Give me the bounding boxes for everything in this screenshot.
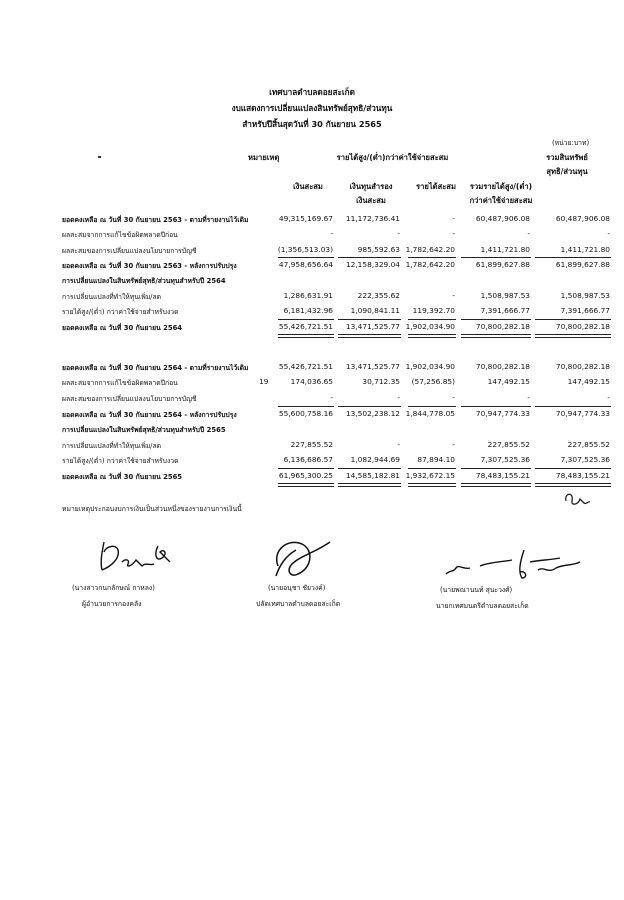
single-rule [461, 319, 531, 320]
single-rule [461, 406, 531, 407]
cell-deferred: 119,392.70 [412, 306, 455, 315]
row-label: การเปลี่ยนแปลงในสินทรัพย์สุทธิ/ส่วนทุนสำหรับปี 2564 [62, 277, 226, 285]
col-reserve-header-l2: เงินสะสม [356, 196, 386, 205]
signature-1 [92, 536, 182, 576]
cell-total: - [607, 229, 610, 238]
cell-accum: 1,286,631.91 [283, 291, 333, 300]
signature-1-title: ผู้อำนวยการกองคลัง [82, 600, 142, 608]
single-rule [461, 257, 531, 258]
cell-subtotal: - [527, 393, 530, 402]
cell-subtotal: 70,800,282.18 [475, 362, 530, 371]
signature-3-title: นายกเทศมนตรีตำบลดอยสะเก็ด [436, 602, 529, 610]
cell-deferred: 1,932,672.15 [405, 471, 455, 480]
single-rule [461, 468, 531, 469]
row-label: ผลสะสมของการเปลี่ยนแปลงนโยบายการบัญชี [62, 247, 197, 255]
cell-total: 70,800,282.18 [555, 322, 610, 331]
cell-reserve: 222,355.62 [357, 291, 400, 300]
row-note: 19 [259, 377, 269, 386]
initials-mark [560, 487, 592, 511]
single-rule [408, 257, 456, 258]
col-accum-group-header: รายได้สูง/(ต่ำ)กว่าค่าใช้จ่ายสะสม [336, 153, 449, 162]
cell-accum: 6,181,432.96 [283, 306, 333, 315]
cell-reserve: 11,172,736.41 [345, 214, 400, 223]
cell-subtotal: 70,947,774.33 [475, 409, 530, 418]
cell-deferred: 1,902,034.90 [405, 362, 455, 371]
row-label: การเปลี่ยนแปลงที่ทำให้ทุนเพิ่ม/ลด [62, 442, 162, 450]
double-rule [408, 334, 456, 338]
col-note-header: หมายเหตุ [248, 153, 280, 162]
signature-2-title: ปลัดเทศบาลตำบลดอยสะเก็ด [256, 600, 341, 608]
cell-subtotal: 227,855.52 [487, 440, 530, 449]
cell-total: 60,487,906.08 [555, 214, 610, 223]
cell-deferred: - [452, 291, 455, 300]
statement-title: งบแสดงการเปลี่ยนแปลงสินทรัพย์สุทธิ/ส่วนทุน [231, 103, 393, 113]
cell-reserve: 30,712.35 [362, 377, 400, 386]
row-label: ยอดคงเหลือ ณ วันที่ 30 กันยายน 2564 - ตามที่รายงานไว้เดิม [62, 364, 249, 372]
cell-accum: 174,036.65 [290, 377, 333, 386]
cell-subtotal: 70,800,282.18 [475, 322, 530, 331]
double-rule [461, 334, 531, 338]
row-label: การเปลี่ยนแปลงที่ทำให้ทุนเพิ่ม/ลด [62, 293, 162, 301]
cell-deferred: - [452, 440, 455, 449]
cell-deferred: - [452, 393, 455, 402]
cell-accum: 227,855.52 [290, 440, 333, 449]
double-rule [535, 334, 611, 338]
cell-reserve: - [397, 440, 400, 449]
signature-3-name: (นายพณานนท์ สุนะวงศ์) [440, 586, 513, 594]
footnote: หมายเหตุประกอบงบการเงินเป็นส่วนหนึ่งของรายงานการเงินนี้ [62, 505, 242, 513]
cell-total: 78,483,155.21 [555, 471, 610, 480]
cell-reserve: 13,502,238.12 [345, 409, 400, 418]
org-name: เทศบาลตำบลดอยสะเก็ด [269, 87, 355, 97]
row-label: ยอดคงเหลือ ณ วันที่ 30 กันยายน 2565 [62, 473, 183, 481]
double-rule [461, 483, 531, 487]
cell-accum: 55,426,721.51 [278, 362, 333, 371]
col-subtotal-header-l2: กว่าค่าใช้จ่ายสะสม [469, 196, 533, 205]
cell-reserve: 14,585,182.81 [345, 471, 400, 480]
cell-reserve: - [397, 229, 400, 238]
single-rule [408, 319, 456, 320]
cell-subtotal: 61,899,627.88 [475, 260, 530, 269]
single-rule [338, 468, 401, 469]
cell-deferred: - [452, 214, 455, 223]
single-rule [278, 319, 334, 320]
row-label: รายได้สูง/(ต่ำ) กว่าค่าใช้จ่ายสำหรับงวด [62, 457, 179, 465]
row-label: ยอดคงเหลือ ณ วันที่ 30 กันยายน 2563 - หลังการปรับปรุง [62, 262, 237, 270]
single-rule [338, 257, 401, 258]
single-rule [535, 406, 611, 407]
col-accum-header: เงินสะสม [293, 182, 323, 191]
row-label: รายได้สูง/(ต่ำ) กว่าค่าใช้จ่ายสำหรับงวด [62, 308, 179, 316]
cell-deferred: 1,782,642.20 [405, 245, 455, 254]
cell-subtotal: 1,411,721.80 [480, 245, 530, 254]
col-total-header-l1: รวมสินทรัพย์ [546, 153, 588, 162]
cell-deferred: 1,902,034.90 [405, 322, 455, 331]
signature-2-name: (นายอนุชา ชัยวงค์) [268, 584, 326, 592]
cell-reserve: 985,592.63 [357, 245, 400, 254]
unit-label: (หน่วย:บาท) [552, 139, 590, 147]
cell-accum: - [330, 393, 333, 402]
row-label: ผลสะสมจากการแก้ไขข้อผิดพลาดปีก่อน [62, 231, 178, 239]
double-rule [278, 334, 334, 338]
cell-reserve: - [397, 393, 400, 402]
cell-accum: 61,965,300.25 [278, 471, 333, 480]
row-label: การเปลี่ยนแปลงในสินทรัพย์สุทธิ/ส่วนทุนสำหรับปี 2565 [62, 426, 226, 434]
cell-subtotal: 7,307,525.36 [480, 455, 530, 464]
col-reserve-header-l1: เงินทุนสำรอง [349, 182, 393, 191]
single-rule [535, 257, 611, 258]
cell-deferred: 87,894.10 [417, 455, 455, 464]
row-label: ยอดคงเหลือ ณ วันที่ 30 กันยายน 2564 [62, 324, 183, 332]
cell-total: 70,947,774.33 [555, 409, 610, 418]
signature-3 [440, 548, 590, 584]
single-rule [338, 319, 401, 320]
cell-accum: 55,600,758.16 [278, 409, 333, 418]
cell-total: 227,855.52 [567, 440, 610, 449]
cell-deferred: (57,256.85) [411, 377, 455, 386]
row-label: ยอดคงเหลือ ณ วันที่ 30 กันยายน 2563 - ตามที่รายงานไว้เดิม [62, 216, 249, 224]
cell-total: 7,307,525.36 [560, 455, 610, 464]
period-title: สำหรับปีสิ้นสุดวันที่ 30 กันยายน 2565 [242, 119, 382, 129]
cell-accum: 49,315,169.67 [278, 214, 333, 223]
cell-total: 7,391,666.77 [560, 306, 610, 315]
col-deferred-header: รายได้สะสม [416, 182, 456, 191]
col-total-header-l2: สุทธิ/ส่วนทุน [546, 167, 588, 176]
single-rule [278, 406, 334, 407]
cell-total: 1,508,987.53 [560, 291, 610, 300]
single-rule [278, 468, 334, 469]
cell-total: 70,800,282.18 [555, 362, 610, 371]
single-rule [278, 257, 334, 258]
double-rule [338, 334, 401, 338]
cell-subtotal: 78,483,155.21 [475, 471, 530, 480]
single-rule [408, 406, 456, 407]
signature-1-name: (นางสาวกนกลักษณ์ กาหลง) [72, 584, 155, 592]
cell-subtotal: 147,492.15 [487, 377, 530, 386]
cell-subtotal: - [527, 229, 530, 238]
single-rule [535, 319, 611, 320]
cell-total: 147,492.15 [567, 377, 610, 386]
double-rule [338, 483, 401, 487]
single-rule [338, 406, 401, 407]
single-rule [535, 468, 611, 469]
cell-total: 1,411,721.80 [560, 245, 610, 254]
cell-subtotal: 60,487,906.08 [475, 214, 530, 223]
cell-reserve: 1,082,944.69 [350, 455, 400, 464]
double-rule [278, 483, 334, 487]
stray-mark [98, 156, 101, 158]
single-rule [408, 468, 456, 469]
cell-reserve: 13,471,525.77 [345, 322, 400, 331]
cell-reserve: 1,090,841.11 [350, 306, 400, 315]
cell-subtotal: 1,508,987.53 [480, 291, 530, 300]
row-label: ยอดคงเหลือ ณ วันที่ 30 กันยายน 2564 - หลังการปรับปรุง [62, 411, 237, 419]
cell-reserve: 12,158,329.04 [345, 260, 400, 269]
cell-subtotal: 7,391,666.77 [480, 306, 530, 315]
cell-reserve: 13,471,525.77 [345, 362, 400, 371]
cell-accum: (1,356,513.03) [277, 245, 333, 254]
cell-accum: 47,958,656.64 [278, 260, 333, 269]
cell-total: - [607, 393, 610, 402]
signature-2 [268, 536, 348, 582]
cell-accum: - [330, 229, 333, 238]
cell-accum: 6,136,686.57 [283, 455, 333, 464]
double-rule [408, 483, 456, 487]
cell-deferred: 1,844,778.05 [405, 409, 455, 418]
row-label: ผลสะสมจากการแก้ไขข้อผิดพลาดปีก่อน [62, 379, 178, 387]
col-subtotal-header-l1: รวมรายได้สูง/(ต่ำ) [469, 182, 533, 191]
cell-total: 61,899,627.88 [555, 260, 610, 269]
row-label: ผลสะสมของการเปลี่ยนแปลงนโยบายการบัญชี [62, 395, 197, 403]
cell-deferred: - [452, 229, 455, 238]
cell-accum: 55,426,721.51 [278, 322, 333, 331]
cell-deferred: 1,782,642.20 [405, 260, 455, 269]
